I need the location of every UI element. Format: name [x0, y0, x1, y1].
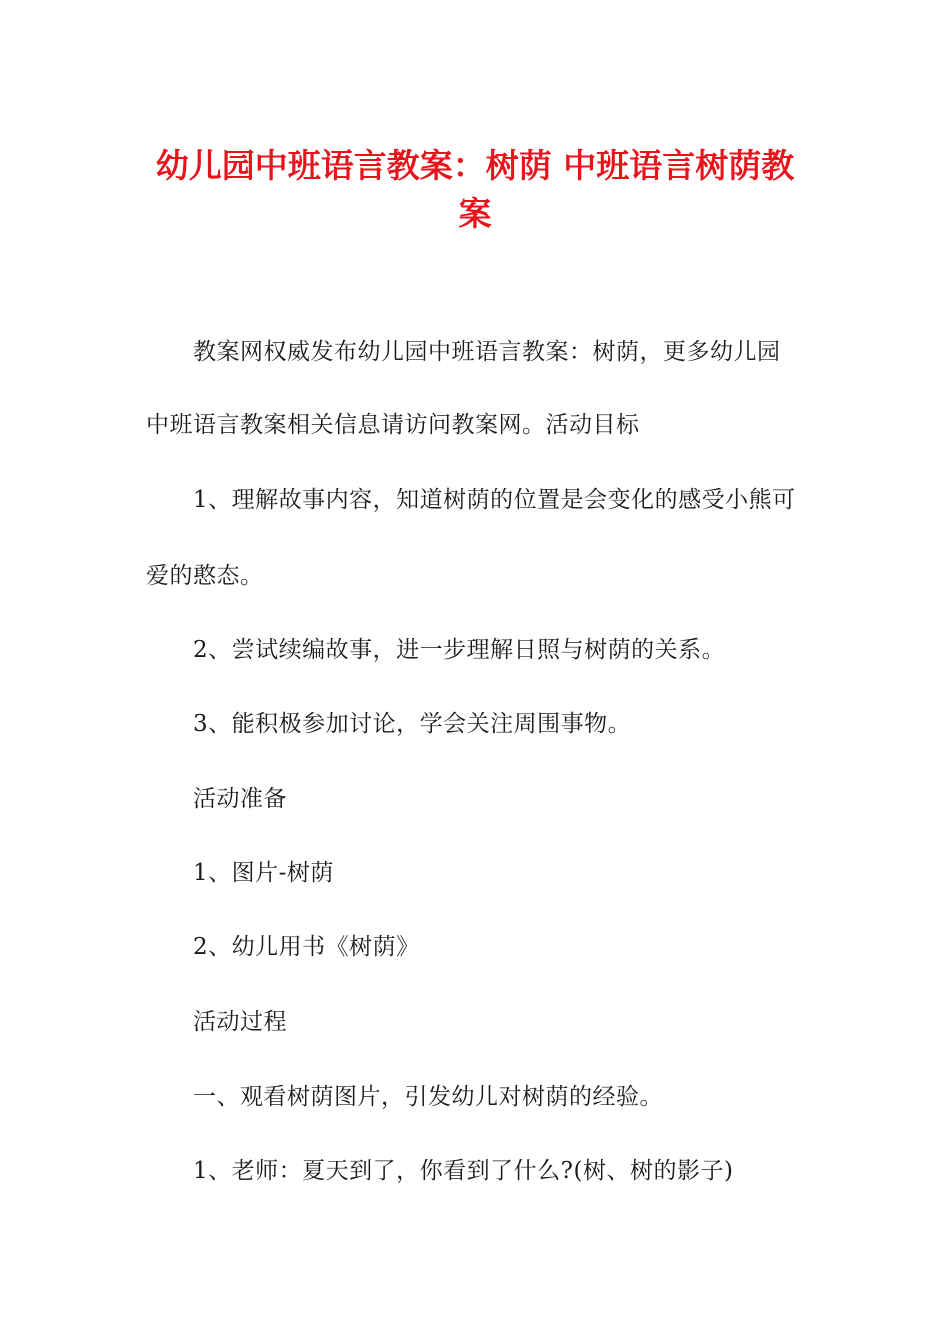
paragraph-line: 爱的憨态。: [146, 563, 264, 589]
paragraph-line: 2、幼儿用书《树荫》: [193, 934, 420, 960]
paragraph-line: 3、能积极参加讨论，学会关注周围事物。: [193, 711, 632, 737]
paragraph-line: 教案网权威发布幼儿园中班语言教案：树荫，更多幼儿园: [193, 339, 781, 365]
section-heading: 活动准备: [193, 786, 287, 812]
paragraph-line: 中班语言教案相关信息请访问教案网。活动目标: [146, 412, 640, 438]
paragraph-line: 一、观看树荫图片，引发幼儿对树荫的经验。: [193, 1084, 663, 1110]
paragraph-line: 2、尝试续编故事，进一步理解日照与树荫的关系。: [193, 637, 726, 663]
section-heading: 活动过程: [193, 1009, 287, 1035]
paragraph-line: 1、老师：夏天到了，你看到了什么?(树、树的影子): [193, 1158, 734, 1184]
paragraph-line: 1、理解故事内容，知道树荫的位置是会变化的感受小熊可: [193, 487, 796, 513]
paragraph-line: 1、图片-树荫: [193, 860, 334, 886]
document-title: 幼儿园中班语言教案：树荫 中班语言树荫教案: [155, 146, 795, 233]
